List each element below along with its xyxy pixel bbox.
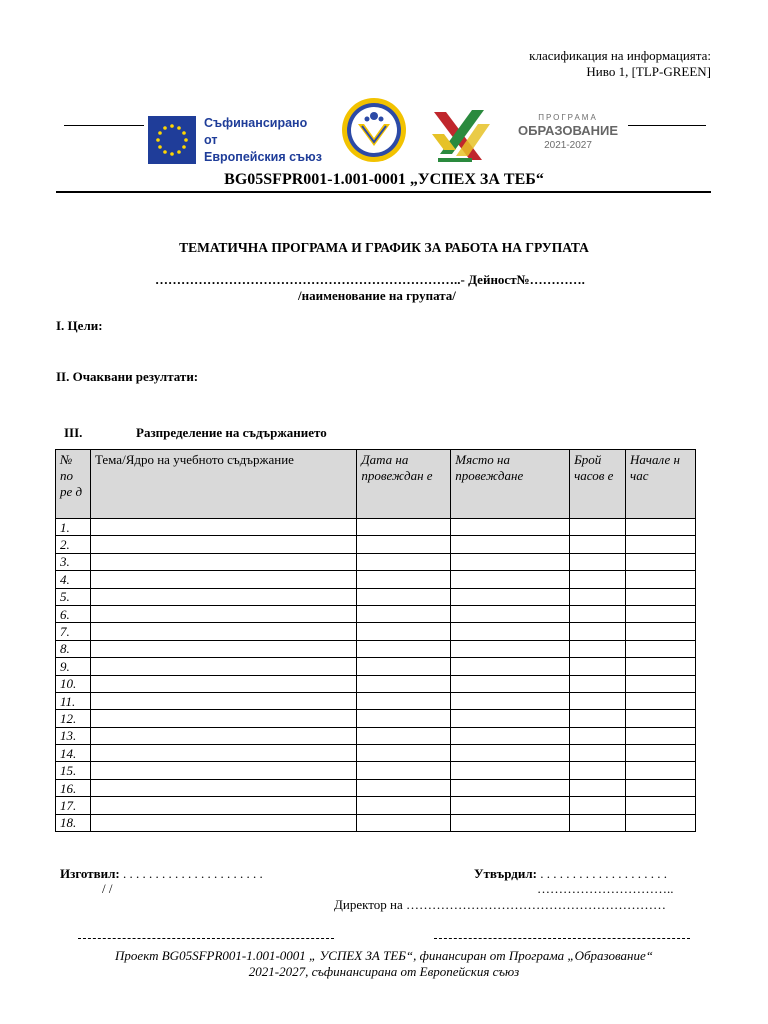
approved-by-label: Утвърдил: bbox=[474, 866, 537, 881]
table-cell[interactable] bbox=[451, 727, 570, 744]
table-row bbox=[56, 640, 696, 657]
table-cell[interactable] bbox=[570, 692, 626, 709]
project-title: BG05SFPR001-1.001-0001 „УСПЕХ ЗА ТЕБ“ bbox=[224, 171, 544, 188]
table-cell[interactable] bbox=[626, 779, 696, 796]
table-cell[interactable] bbox=[451, 779, 570, 796]
table-cell[interactable] bbox=[357, 640, 451, 657]
eu-logo-text bbox=[204, 115, 323, 166]
table-cell[interactable] bbox=[357, 814, 451, 831]
row-number: 2. bbox=[56, 536, 91, 553]
table-cell[interactable] bbox=[451, 536, 570, 553]
director-line: Директор на …………………………………………………… bbox=[334, 897, 666, 912]
table-cell[interactable] bbox=[451, 710, 570, 727]
row-number: 13. bbox=[56, 727, 91, 744]
table-row bbox=[56, 553, 696, 570]
program-x-icon bbox=[428, 104, 508, 166]
prepared-by-label: Изготвил: bbox=[60, 866, 120, 881]
table-row bbox=[56, 536, 696, 553]
header-place: Място на провеждане bbox=[451, 450, 570, 519]
table-cell[interactable] bbox=[451, 675, 570, 692]
table-row bbox=[56, 519, 696, 536]
table-cell[interactable] bbox=[570, 797, 626, 814]
table-cell[interactable] bbox=[626, 762, 696, 779]
footer-rule-right bbox=[434, 938, 690, 939]
header-start-time: Начале н час bbox=[626, 450, 696, 519]
table-cell[interactable] bbox=[570, 536, 626, 553]
header-number: № по ре д bbox=[56, 450, 91, 519]
table-cell[interactable] bbox=[90, 553, 356, 570]
table-cell[interactable] bbox=[357, 727, 451, 744]
table-cell[interactable] bbox=[451, 588, 570, 605]
row-number: 9. bbox=[56, 658, 91, 675]
table-row bbox=[56, 710, 696, 727]
table-cell[interactable] bbox=[451, 814, 570, 831]
table-cell[interactable] bbox=[357, 710, 451, 727]
table-cell[interactable] bbox=[90, 762, 356, 779]
table-cell[interactable] bbox=[570, 745, 626, 762]
table-cell[interactable] bbox=[626, 710, 696, 727]
table-cell[interactable] bbox=[570, 675, 626, 692]
header-rule-left bbox=[64, 125, 144, 126]
table-cell[interactable] bbox=[357, 588, 451, 605]
row-number: 10. bbox=[56, 675, 91, 692]
table-cell[interactable] bbox=[626, 553, 696, 570]
table-header-row bbox=[56, 450, 696, 519]
table-cell[interactable] bbox=[357, 779, 451, 796]
table-cell[interactable] bbox=[570, 519, 626, 536]
footer-text bbox=[0, 948, 768, 980]
table-cell[interactable] bbox=[626, 605, 696, 622]
table-cell[interactable] bbox=[90, 640, 356, 657]
education-seal-icon bbox=[340, 96, 408, 164]
section-distribution-label: Разпределение на съдържанието bbox=[136, 425, 327, 440]
table-cell[interactable] bbox=[570, 571, 626, 588]
table-cell[interactable] bbox=[357, 745, 451, 762]
section-distribution-number: III. bbox=[64, 425, 83, 440]
table-row bbox=[56, 779, 696, 796]
table-cell[interactable] bbox=[570, 779, 626, 796]
table-row bbox=[56, 762, 696, 779]
row-number: 1. bbox=[56, 519, 91, 536]
table-cell[interactable] bbox=[626, 814, 696, 831]
table-cell[interactable] bbox=[626, 519, 696, 536]
table-cell[interactable] bbox=[451, 745, 570, 762]
eu-logo-line1: Съфинансирано от bbox=[204, 115, 308, 147]
group-name-caption: /наименование на групата/ bbox=[298, 288, 456, 303]
table-cell[interactable] bbox=[90, 745, 356, 762]
table-cell[interactable] bbox=[570, 710, 626, 727]
table-cell[interactable] bbox=[90, 779, 356, 796]
table-cell[interactable] bbox=[90, 658, 356, 675]
table-row bbox=[56, 797, 696, 814]
table-cell[interactable] bbox=[357, 536, 451, 553]
table-cell[interactable] bbox=[451, 553, 570, 570]
table-row bbox=[56, 727, 696, 744]
content-schedule-table bbox=[55, 449, 696, 832]
table-cell[interactable] bbox=[357, 623, 451, 640]
program-small-label: ПРОГРАМА bbox=[538, 113, 598, 122]
table-row bbox=[56, 658, 696, 675]
footer-rule-left bbox=[78, 938, 334, 939]
group-name-line: ……………………………………………………………..- Дейност№…………. bbox=[155, 272, 585, 287]
row-number: 5. bbox=[56, 588, 91, 605]
row-number: 3. bbox=[56, 553, 91, 570]
table-cell[interactable] bbox=[570, 623, 626, 640]
table-cell[interactable] bbox=[451, 640, 570, 657]
row-number: 4. bbox=[56, 571, 91, 588]
table-row bbox=[56, 675, 696, 692]
eu-logo-line2: Европейския съюз bbox=[204, 149, 322, 164]
table-cell[interactable] bbox=[570, 640, 626, 657]
table-cell[interactable] bbox=[357, 519, 451, 536]
table-cell[interactable] bbox=[357, 553, 451, 570]
row-number: 11. bbox=[56, 692, 91, 709]
table-cell[interactable] bbox=[90, 814, 356, 831]
program-logo-text bbox=[512, 112, 624, 153]
table-cell[interactable] bbox=[570, 762, 626, 779]
table-cell[interactable] bbox=[357, 692, 451, 709]
footer-line2: 2021-2027, съфинансирана от Европейския съюз bbox=[248, 964, 520, 979]
header-rule-right bbox=[628, 125, 706, 126]
row-number: 17. bbox=[56, 797, 91, 814]
footer-line1: Проект BG05SFPR001-1.001-0001 „ УСПЕХ ЗА ТЕБ“, финансиран от Програма „Образование“ bbox=[115, 948, 653, 963]
row-number: 7. bbox=[56, 623, 91, 640]
table-cell[interactable] bbox=[357, 797, 451, 814]
table-cell[interactable] bbox=[357, 658, 451, 675]
project-title-rule bbox=[56, 191, 711, 193]
main-title: ТЕМАТИЧНА ПРОГРАМА И ГРАФИК ЗА РАБОТА НА ГРУПАТА bbox=[179, 240, 589, 255]
table-cell[interactable] bbox=[626, 536, 696, 553]
table-cell[interactable] bbox=[357, 571, 451, 588]
table-cell[interactable] bbox=[626, 588, 696, 605]
table-cell[interactable] bbox=[90, 710, 356, 727]
table-cell[interactable] bbox=[90, 605, 356, 622]
eu-flag-icon bbox=[148, 116, 196, 164]
table-cell[interactable] bbox=[626, 692, 696, 709]
table-row bbox=[56, 623, 696, 640]
table-row bbox=[56, 571, 696, 588]
table-cell[interactable] bbox=[626, 675, 696, 692]
prepared-by bbox=[60, 866, 263, 882]
header-hours: Брой часов е bbox=[570, 450, 626, 519]
table-row bbox=[56, 745, 696, 762]
classification-line1: класификация на информацията: bbox=[529, 48, 711, 63]
row-number: 14. bbox=[56, 745, 91, 762]
approved-by-line2: ………………………….. bbox=[537, 881, 674, 896]
row-number: 16. bbox=[56, 779, 91, 796]
header-topic: Тема/Ядро на учебното съдържание bbox=[90, 450, 356, 519]
table-cell[interactable] bbox=[626, 745, 696, 762]
header-date: Дата на провеждан е bbox=[357, 450, 451, 519]
table-cell[interactable] bbox=[90, 588, 356, 605]
table-cell[interactable] bbox=[357, 605, 451, 622]
approved-by bbox=[474, 866, 667, 882]
prepared-by-dots: . . . . . . . . . . . . . . . . . . . . . . bbox=[119, 866, 263, 881]
table-cell[interactable] bbox=[90, 675, 356, 692]
table-cell[interactable] bbox=[90, 797, 356, 814]
table-cell[interactable] bbox=[570, 727, 626, 744]
table-cell[interactable] bbox=[451, 605, 570, 622]
classification-line2: Ниво 1, [TLP-GREEN] bbox=[586, 64, 711, 79]
row-number: 18. bbox=[56, 814, 91, 831]
table-cell[interactable] bbox=[626, 623, 696, 640]
table-cell[interactable] bbox=[570, 605, 626, 622]
table-cell[interactable] bbox=[626, 640, 696, 657]
table-cell[interactable] bbox=[451, 692, 570, 709]
table-row bbox=[56, 588, 696, 605]
program-years-label: 2021-2027 bbox=[544, 140, 592, 151]
table-cell[interactable] bbox=[451, 571, 570, 588]
table-cell[interactable] bbox=[626, 658, 696, 675]
table-cell[interactable] bbox=[90, 519, 356, 536]
table-cell[interactable] bbox=[451, 762, 570, 779]
table-cell[interactable] bbox=[357, 762, 451, 779]
table-cell[interactable] bbox=[626, 571, 696, 588]
table-cell[interactable] bbox=[451, 658, 570, 675]
table-row bbox=[56, 814, 696, 831]
table-cell[interactable] bbox=[451, 519, 570, 536]
row-number: 15. bbox=[56, 762, 91, 779]
classification-block bbox=[529, 48, 711, 80]
table-row bbox=[56, 692, 696, 709]
table-row bbox=[56, 605, 696, 622]
table-cell[interactable] bbox=[90, 571, 356, 588]
table-cell[interactable] bbox=[451, 623, 570, 640]
table-cell[interactable] bbox=[570, 814, 626, 831]
section-goals: I. Цели: bbox=[56, 318, 103, 333]
table-cell[interactable] bbox=[451, 797, 570, 814]
row-number: 8. bbox=[56, 640, 91, 657]
table-cell[interactable] bbox=[90, 692, 356, 709]
table-cell[interactable] bbox=[626, 797, 696, 814]
approved-by-dots: . . . . . . . . . . . . . . . . . . . . bbox=[536, 866, 667, 881]
table-cell[interactable] bbox=[90, 727, 356, 744]
program-big-label: ОБРАЗОВАНИЕ bbox=[518, 123, 618, 138]
table-cell[interactable] bbox=[570, 588, 626, 605]
table-cell[interactable] bbox=[357, 675, 451, 692]
table-cell[interactable] bbox=[626, 727, 696, 744]
row-number: 6. bbox=[56, 605, 91, 622]
table-cell[interactable] bbox=[570, 658, 626, 675]
table-cell[interactable] bbox=[90, 536, 356, 553]
prepared-date: / / bbox=[102, 881, 113, 896]
table-cell[interactable] bbox=[570, 553, 626, 570]
table-cell[interactable] bbox=[90, 623, 356, 640]
eu-logo bbox=[148, 116, 323, 164]
row-number: 12. bbox=[56, 710, 91, 727]
section-results: II. Очаквани резултати: bbox=[56, 369, 199, 384]
